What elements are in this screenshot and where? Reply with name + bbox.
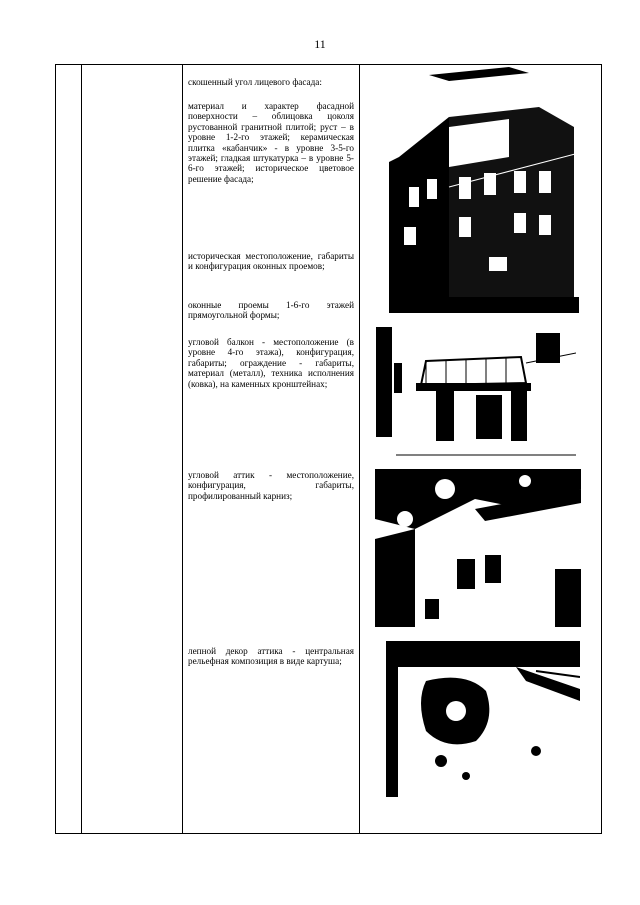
paragraph-facade-material: материал и характер фасадной поверхности – облицовка цоколя рустованной гранитной плитой; руст – в уровне 1-2-го этажей; керамическая плитка «кабанчик» - в уровне 3-5-го этажей; гладкая штукатурка – в уровне 5-6-го этажей; историческое цветовое решение фасада;	[188, 101, 354, 184]
paragraph-corner-facade: скошенный угол лицевого фасада:	[188, 77, 322, 87]
column-divider	[182, 65, 183, 833]
paragraph-attic-decor: лепной декор аттика - центральная рельефная композиция в виде картуша;	[188, 646, 354, 667]
column-divider	[81, 65, 82, 833]
page-number: 11	[314, 37, 326, 51]
protection-table	[55, 64, 602, 834]
paragraph-window-shape: оконные проемы 1-6-го этажей прямоугольной формы;	[188, 300, 354, 321]
photo-building-corner	[389, 67, 579, 313]
paragraph-corner-balcony: угловой балкон - местоположение (в уровне 4-го этажа), конфигурация, габариты; ограждение - габариты, материал (металл), техника исполнения (ковка), на каменных кронштейнах;	[188, 337, 354, 389]
paragraph-corner-attic: угловой аттик - местоположение, конфигурация, габариты, профилированный карниз;	[188, 470, 354, 501]
photo-attic-cartouche	[386, 641, 580, 797]
column-divider	[359, 65, 360, 833]
paragraph-window-openings: историческая местоположение, габариты и конфигурация оконных проемов;	[188, 251, 354, 272]
photo-corner-balcony	[376, 323, 576, 465]
photo-corner-attic	[375, 469, 581, 627]
